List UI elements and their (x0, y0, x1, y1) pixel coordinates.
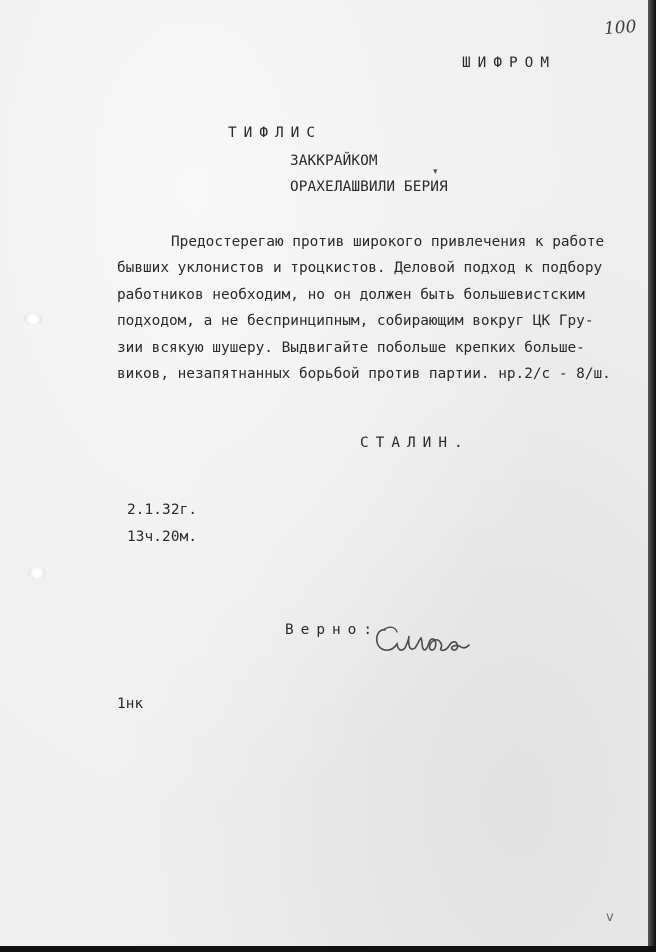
page-number-handwritten: 100 (603, 16, 638, 40)
body-line: подходом, а не беспринципным, собирающим вокруг ЦК Гру- (117, 313, 594, 330)
copies-note: 1нк (117, 696, 144, 712)
document-date: 2.1.32г. (127, 502, 198, 518)
small-check-mark: ▾ (433, 167, 438, 177)
body-line: Предостерегаю против широкого привлечения к работе (171, 234, 605, 250)
cipher-header-label: ШИФРОМ (462, 55, 556, 71)
punch-hole-bottom (28, 566, 46, 580)
address-city: ТИФЛИС (228, 125, 322, 141)
certification-signature-handwritten (371, 614, 471, 660)
body-line: зии всякую шушеру. Выдвигайте побольше крепких больше- (117, 339, 585, 356)
address-organization: ЗАККРАЙКОМ (290, 153, 378, 169)
sender-signature-name: СТАЛИН. (360, 435, 470, 451)
corner-check-mark: v (606, 910, 614, 925)
address-recipients: ОРАХЕЛАШВИЛИ БЕРИЯ (290, 179, 448, 195)
body-line: виков, незапятнанных борьбой против партии. нр.2/с - 8/ш. (117, 366, 611, 383)
body-line: работников необходим, но он должен быть большевистским (117, 286, 585, 303)
document-time: 13ч.20м. (127, 529, 198, 545)
punch-hole-top (24, 312, 42, 326)
certification-label: Верно: (285, 622, 379, 638)
telegram-body (117, 229, 617, 387)
body-line: бывших уклонистов и троцкистов. Деловой подход к подбору (117, 260, 603, 277)
page-edge-shadow-right (648, 0, 656, 952)
page-edge-shadow-bottom (0, 946, 656, 952)
